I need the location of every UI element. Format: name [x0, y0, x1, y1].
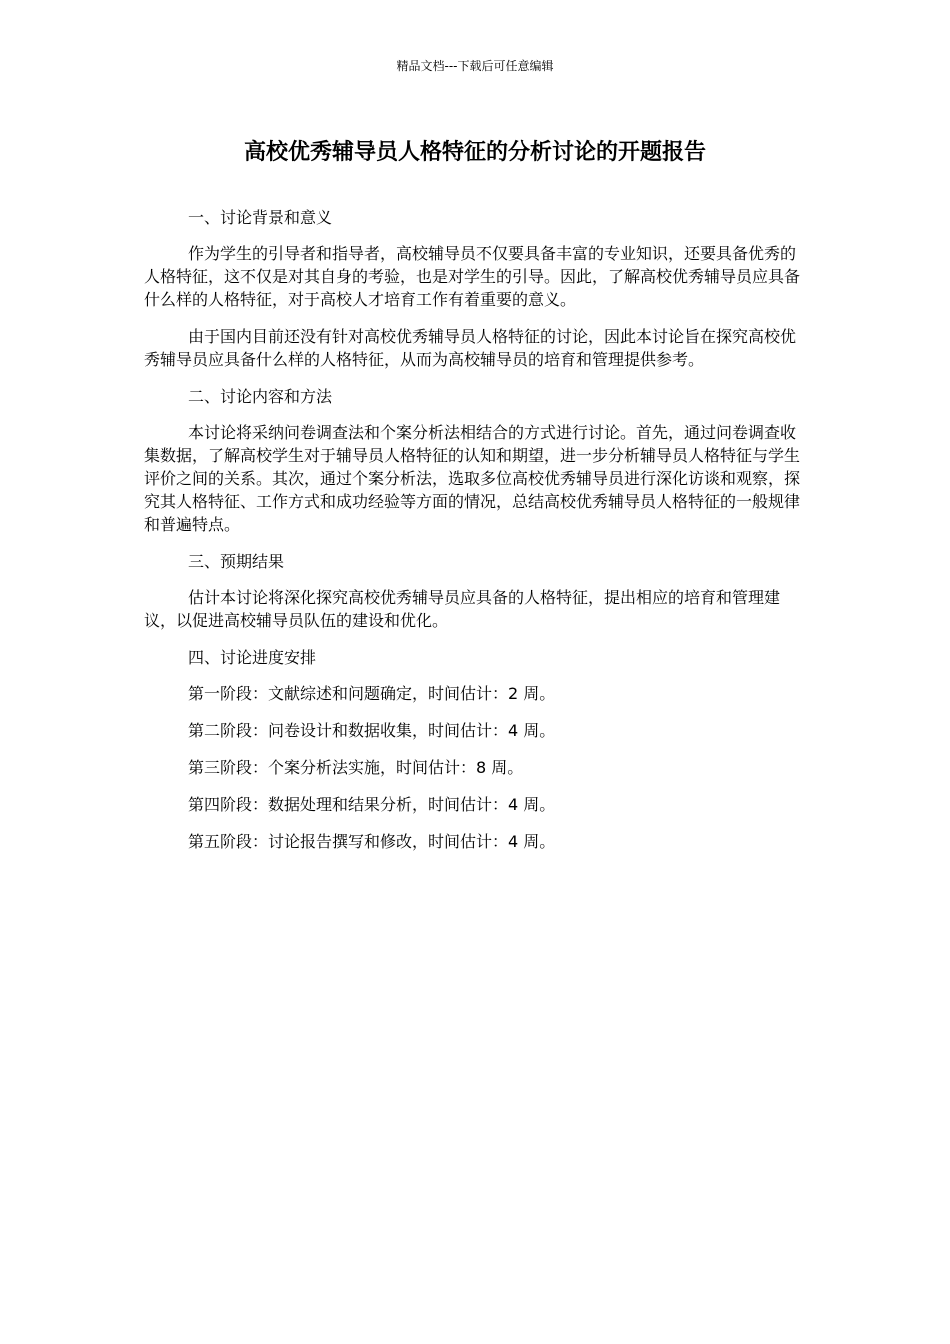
paragraph-methods-1: 本讨论将采纳问卷调查法和个案分析法相结合的方式进行讨论。首先，通过问卷调查收集数据，了解高校学生对于辅导员人格特征的认知和期望，进一步分析辅导员人格特征与学生评价之间的关系。其次，通过个案分析法，选取多位高校优秀辅导员进行深化访谈和观察，探究其人格特征、工作方式和成功经验等方面的情况，总结高校优秀辅导员人格特征的一般规律和普遍特点。 — [144, 423, 801, 534]
document-title: 高校优秀辅导员人格特征的分析讨论的开题报告 — [243, 140, 706, 165]
schedule-item-stage-2: 第二阶段：问卷设计和数据收集，时间估计：4 周。 — [188, 721, 556, 740]
document-body — [144, 206, 806, 867]
section-heading-schedule: 四、讨论进度安排 — [188, 648, 317, 667]
page-header-note: 精品文档---下载后可任意编辑 — [396, 59, 554, 73]
schedule-item-stage-4: 第四阶段：数据处理和结果分析，时间估计：4 周。 — [188, 795, 556, 814]
paragraph-background-1: 作为学生的引导者和指导者，高校辅导员不仅要具备丰富的专业知识，还要具备优秀的人格特征，这不仅是对其自身的考验，也是对学生的引导。因此，了解高校优秀辅导员应具备什么样的人格特征，对于高校人才培育工作有着重要的意义。 — [144, 244, 801, 309]
paragraph-background-2: 由于国内目前还没有针对高校优秀辅导员人格特征的讨论，因此本讨论旨在探究高校优秀辅导员应具备什么样的人格特征，从而为高校辅导员的培育和管理提供参考。 — [144, 327, 797, 369]
paragraph-expected-results-1: 估计本讨论将深化探究高校优秀辅导员应具备的人格特征，提出相应的培育和管理建议，以促进高校辅导员队伍的建设和优化。 — [144, 588, 781, 630]
schedule-item-stage-1: 第一阶段：文献综述和问题确定，时间估计：2 周。 — [188, 684, 556, 703]
schedule-item-stage-5: 第五阶段：讨论报告撰写和修改，时间估计：4 周。 — [188, 832, 556, 851]
section-heading-expected-results: 三、预期结果 — [188, 552, 285, 571]
section-heading-methods: 二、讨论内容和方法 — [188, 387, 333, 406]
schedule-item-stage-3: 第三阶段：个案分析法实施，时间估计：8 周。 — [188, 758, 524, 777]
section-heading-background: 一、讨论背景和意义 — [188, 208, 333, 227]
